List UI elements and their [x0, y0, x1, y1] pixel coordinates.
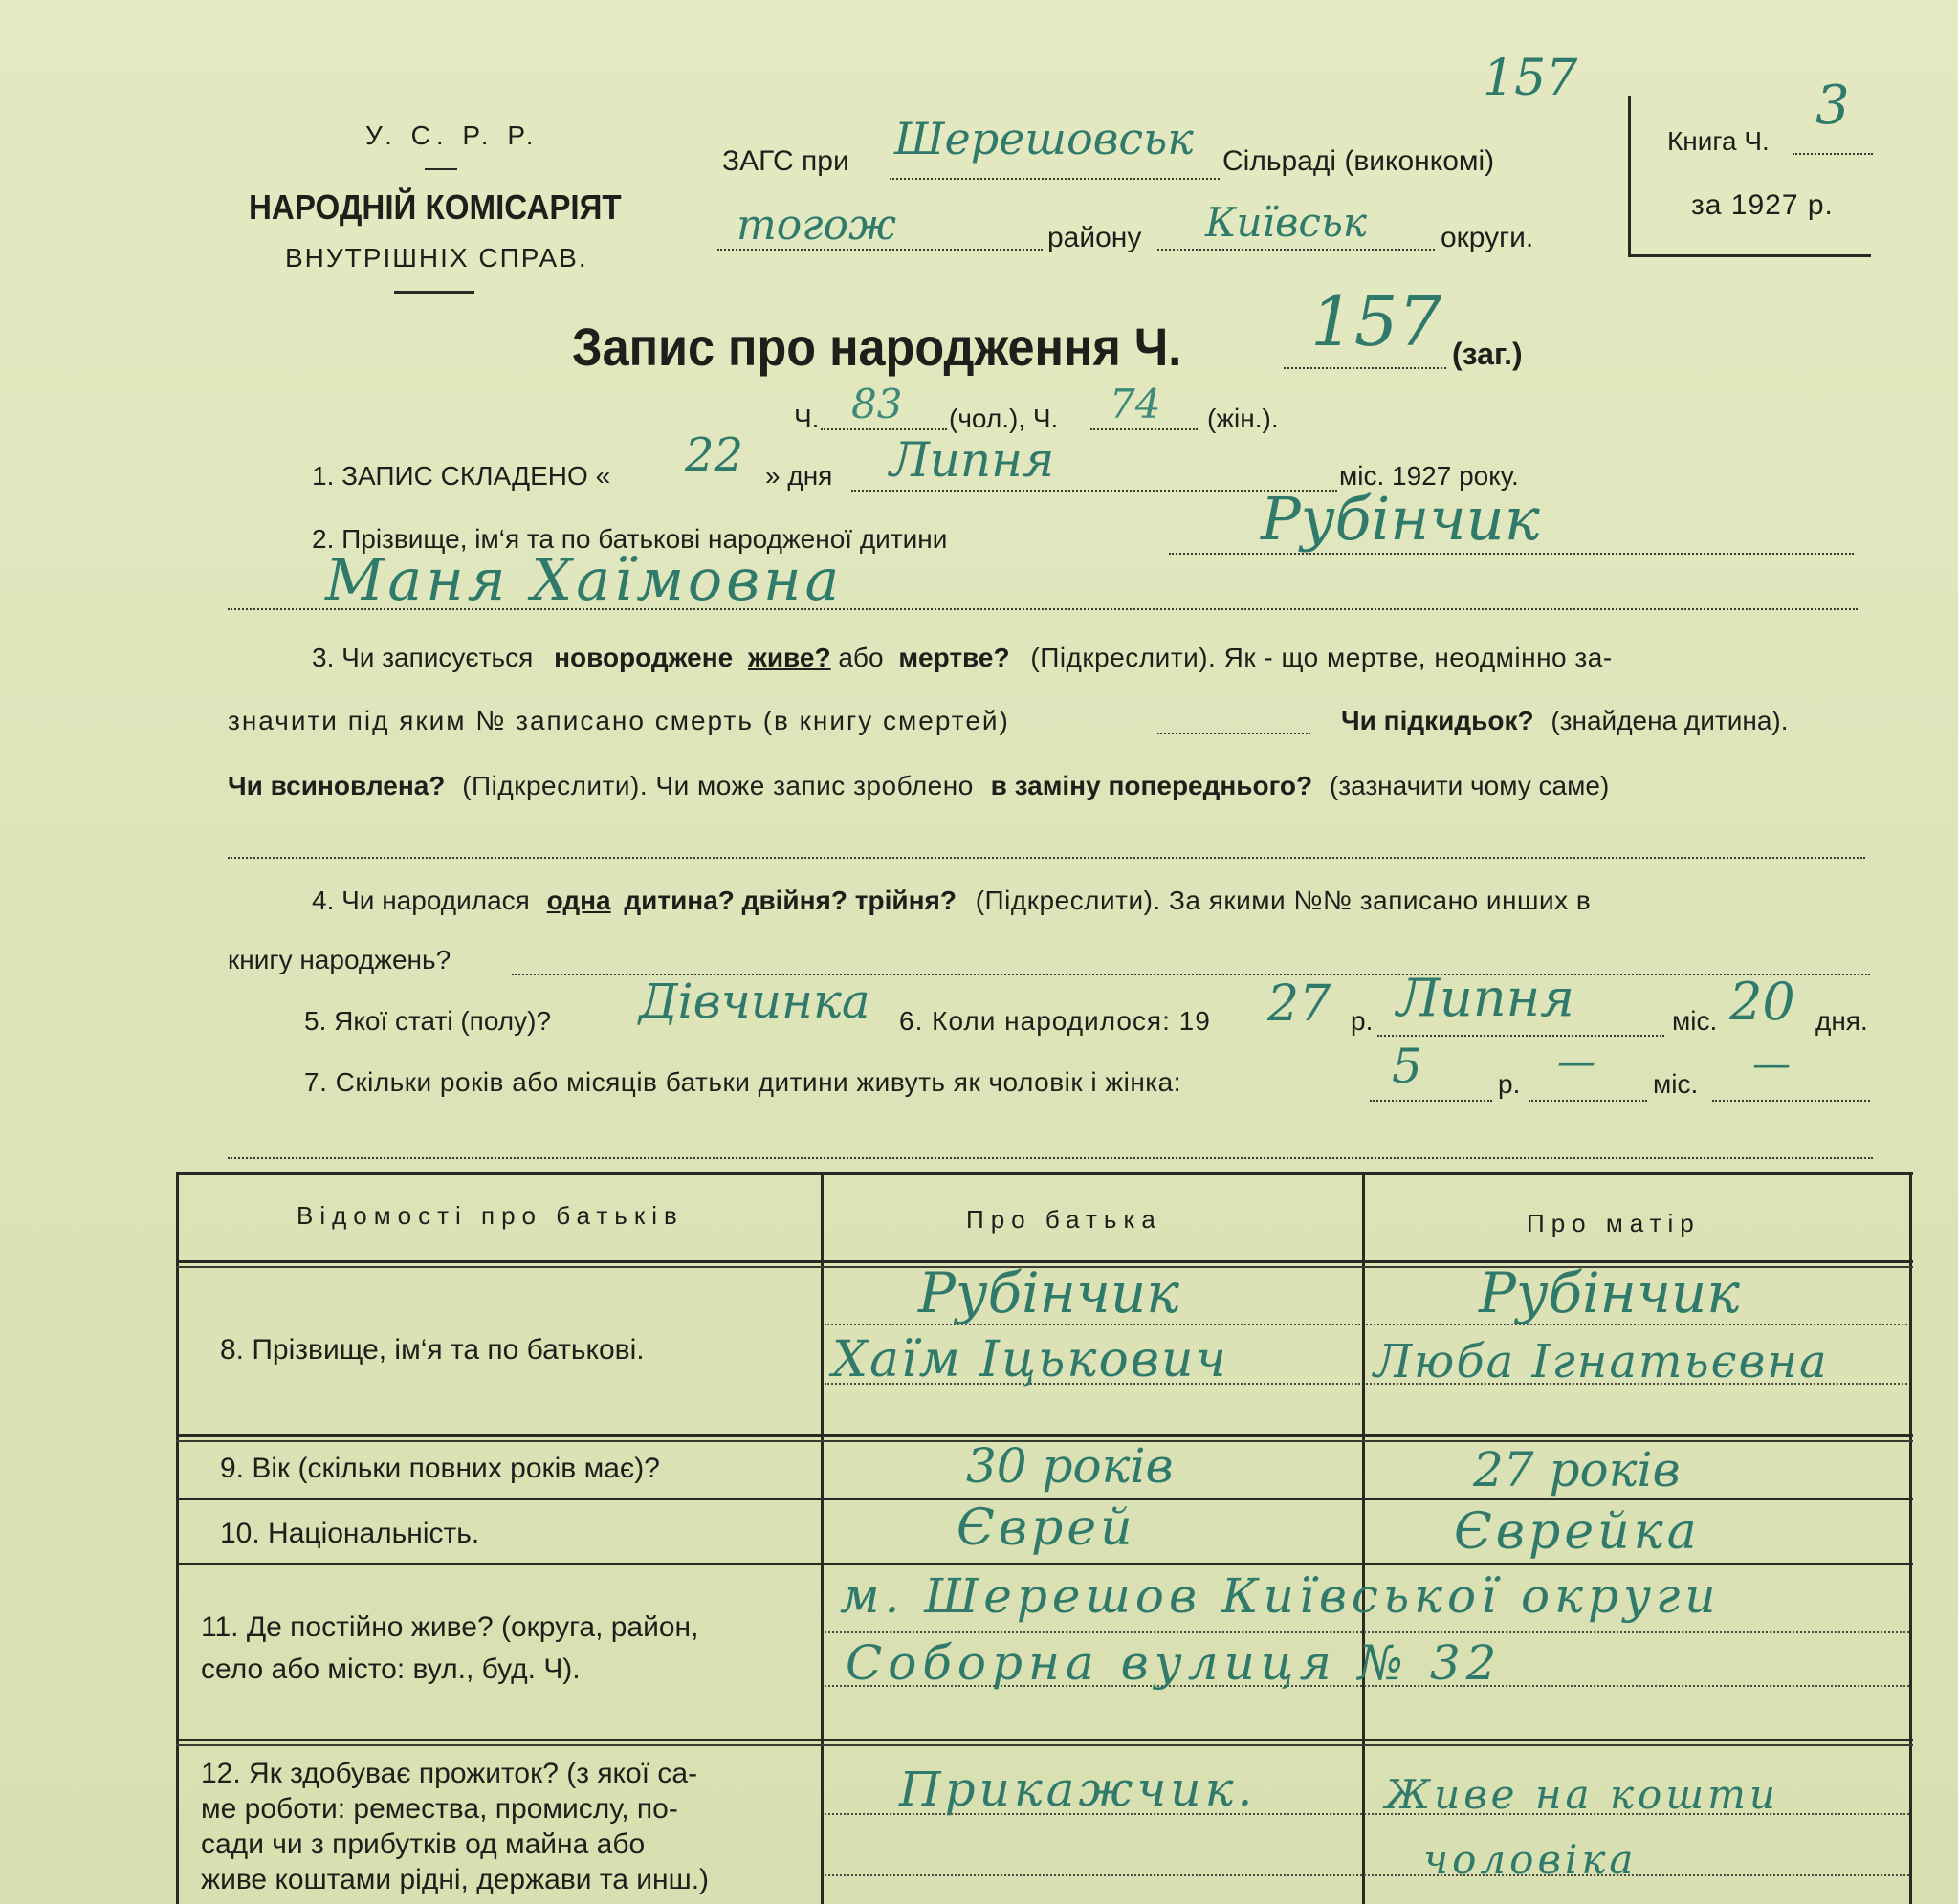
q6-dotted-line — [1377, 1035, 1664, 1037]
q3-line1 — [312, 643, 1613, 673]
father-surname: Рубінчик — [918, 1260, 1179, 1325]
q7-years: 5 — [1392, 1039, 1422, 1094]
q5-label: 5. Якої статі (полу)? — [304, 1006, 552, 1036]
row-dotted — [825, 1874, 1909, 1876]
q3-line3 — [228, 771, 1609, 801]
residence-line-1: м. Шерешов Київської округи — [840, 1568, 1721, 1624]
q2-label: 2. Прізвище, ім‘я та по батькові народженої дитини — [312, 524, 948, 554]
father-age: 30 років — [966, 1438, 1174, 1494]
table-col-divider — [821, 1172, 824, 1904]
zags-dotted-line — [890, 178, 1220, 180]
male-dotted-line — [821, 428, 947, 430]
mother-livelihood-1: Живе на кошти — [1385, 1771, 1779, 1818]
q3-replacement: в заміну попереднього? — [990, 771, 1313, 800]
q4-multiple: дитина? двійня? трійня? — [624, 886, 957, 915]
q3-or: або — [838, 643, 884, 672]
row-label-livelihood: 12. Як здобуває прожиток? (з якої са- ме роботи: ремества, промислу, по- сади чи з прибутків од майна або живе коштами рідні, держави та инш.) — [201, 1758, 710, 1895]
q3-death-ref: значити під яким № записано смерть (в книгу смертей) — [228, 706, 1010, 735]
q3-text: 3. Чи записується — [312, 643, 534, 672]
row-label-nationality: 10. Національність. — [220, 1518, 480, 1549]
q3-reason: (зазначити чому саме) — [1329, 771, 1610, 800]
book-label: Книга Ч. — [1667, 126, 1770, 156]
q3-replacement-text: (Підкреслити). Чи може запис зроблено — [462, 771, 974, 800]
q3-newborn: новороджене — [554, 643, 734, 672]
q7-r: р. — [1498, 1069, 1521, 1099]
q6-mis: міс. — [1672, 1006, 1718, 1036]
council-label: Сільраді (виконкомі) — [1222, 145, 1495, 177]
father-name: Хаїм Іцькович — [832, 1331, 1228, 1389]
okrug-label: округи. — [1441, 222, 1534, 253]
q3-text-2: (Підкреслити). Як - що мертве, неодмінно за- — [1030, 643, 1613, 672]
row-label-name: 8. Прізвище, ім‘я та по батькові. — [220, 1334, 645, 1366]
title-suffix: (заг.) — [1452, 337, 1523, 371]
book-number: 3 — [1815, 75, 1850, 137]
raion-label: району — [1047, 222, 1142, 253]
female-dotted-line — [1090, 428, 1198, 430]
title-dotted-line — [1284, 367, 1446, 369]
q4-text-2: (Підкреслити). За якими №№ записано инших в — [975, 886, 1592, 915]
q7-dotted-line-2 — [1529, 1100, 1647, 1102]
divider — [394, 291, 474, 294]
q7-mis: міс. — [1653, 1069, 1699, 1099]
father-nationality: Єврей — [957, 1499, 1136, 1557]
q3-line2b — [1341, 706, 1789, 736]
q6-r: р. — [1351, 1006, 1374, 1036]
q7-months-dash: — — [1557, 1040, 1595, 1084]
row-separator — [176, 1434, 1913, 1437]
q3-foundling: Чи підкидьок? — [1341, 706, 1534, 735]
q3-adopted: Чи всиновлена? — [228, 771, 446, 800]
year-label: за 1927 р. — [1691, 189, 1834, 221]
q6-month: Липня — [1397, 968, 1574, 1028]
mother-name: Люба Ігнатьєвна — [1374, 1335, 1829, 1389]
department-label: ВНУТРІШНІХ СПРАВ. — [285, 243, 588, 273]
row-separator — [176, 1739, 1913, 1741]
zags-handwritten: Шерешовськ — [894, 113, 1194, 164]
q3-alive: живе? — [747, 643, 831, 672]
q4-line1 — [312, 886, 1591, 916]
col-header-mother: Про матір — [1527, 1209, 1701, 1237]
commissariat-title: НАРОДНІЙ КОМІСАРІЯТ — [249, 187, 622, 227]
q6-dnia: дня. — [1815, 1006, 1868, 1036]
republic-label: У. С. Р. Р. — [365, 120, 539, 150]
divider — [425, 168, 457, 170]
book-box-left-border — [1628, 96, 1631, 256]
father-livelihood: Прикажчик. — [899, 1762, 1257, 1817]
book-box-bottom-border — [1628, 254, 1871, 257]
q6-label: 6. Коли народилося: 19 — [899, 1006, 1211, 1036]
q3-dotted-line-2 — [228, 857, 1865, 859]
q1-dnia: » дня — [765, 461, 833, 491]
table-left-border — [176, 1172, 179, 1904]
q7-label: 7. Скільки років або місяців батьки дитини живуть як чоловік і жінка: — [304, 1067, 1181, 1097]
table-col-divider — [1362, 1172, 1365, 1904]
mother-nationality: Єврейка — [1454, 1503, 1701, 1561]
q5-value: Дівчинка — [639, 974, 870, 1029]
okrug-dotted-line — [1157, 249, 1435, 251]
q7-dotted-line-4 — [228, 1157, 1873, 1159]
q6-day: 20 — [1729, 972, 1795, 1032]
row-label-residence: 11. Де постійно живе? (округа, район, село або місто: вул., буд. Ч). — [201, 1611, 699, 1685]
male-count: 83 — [851, 381, 903, 427]
okrug-handwritten: Київськ — [1205, 199, 1367, 246]
child-name: Маня Хаїмовна — [325, 547, 844, 614]
q1-year: міс. 1927 року. — [1339, 461, 1519, 491]
mother-livelihood-2: чоловіка — [1423, 1836, 1638, 1883]
row-line — [176, 1744, 1913, 1746]
raion-handwritten: тогож — [737, 201, 896, 250]
child-surname: Рубінчик — [1261, 484, 1540, 554]
table-top-border — [176, 1172, 1913, 1175]
mother-age: 27 років — [1473, 1442, 1681, 1498]
q6-year: 27 — [1267, 975, 1331, 1033]
q3-found-child: (знайдена дитина). — [1551, 706, 1789, 735]
q7-dotted-line — [1370, 1100, 1492, 1102]
q4-text: 4. Чи народилася — [312, 886, 530, 915]
male-label: (чол.), Ч. — [949, 404, 1059, 433]
q1-label: 1. ЗАПИС СКЛАДЕНО « — [312, 461, 611, 491]
q1-day: 22 — [685, 428, 744, 482]
male-prefix: Ч. — [794, 404, 820, 433]
row-separator — [176, 1563, 1913, 1565]
col-header-father: Про батька — [966, 1205, 1162, 1234]
book-dotted-line — [1793, 153, 1873, 155]
q7-dotted-line-3 — [1712, 1100, 1870, 1102]
q3-dotted-line — [1157, 733, 1310, 734]
female-label: (жін.). — [1207, 404, 1279, 433]
row-label-age: 9. Вік (скільки повних років має)? — [220, 1453, 660, 1484]
mother-surname: Рубінчик — [1479, 1260, 1740, 1325]
female-count: 74 — [1110, 381, 1161, 427]
q1-month: Липня — [890, 432, 1055, 488]
q4-one: одна — [546, 886, 611, 915]
q7-mis-dash: — — [1752, 1042, 1791, 1086]
residence-line-2: Соборна вулиця № 32 — [846, 1635, 1503, 1691]
q3-dead: мертве? — [898, 643, 1010, 672]
row-dotted — [825, 1631, 1909, 1633]
record-title: Запис про народження Ч. — [572, 317, 1182, 377]
zags-label: ЗАГС при — [722, 145, 849, 177]
corner-number: 157 — [1483, 50, 1578, 107]
table-right-border — [1909, 1172, 1912, 1904]
record-number: 157 — [1310, 281, 1442, 361]
q3-line2 — [228, 706, 1010, 736]
q4-line2: книгу народжень? — [228, 945, 451, 974]
col-header-info: Відомості про батьків — [297, 1201, 684, 1230]
